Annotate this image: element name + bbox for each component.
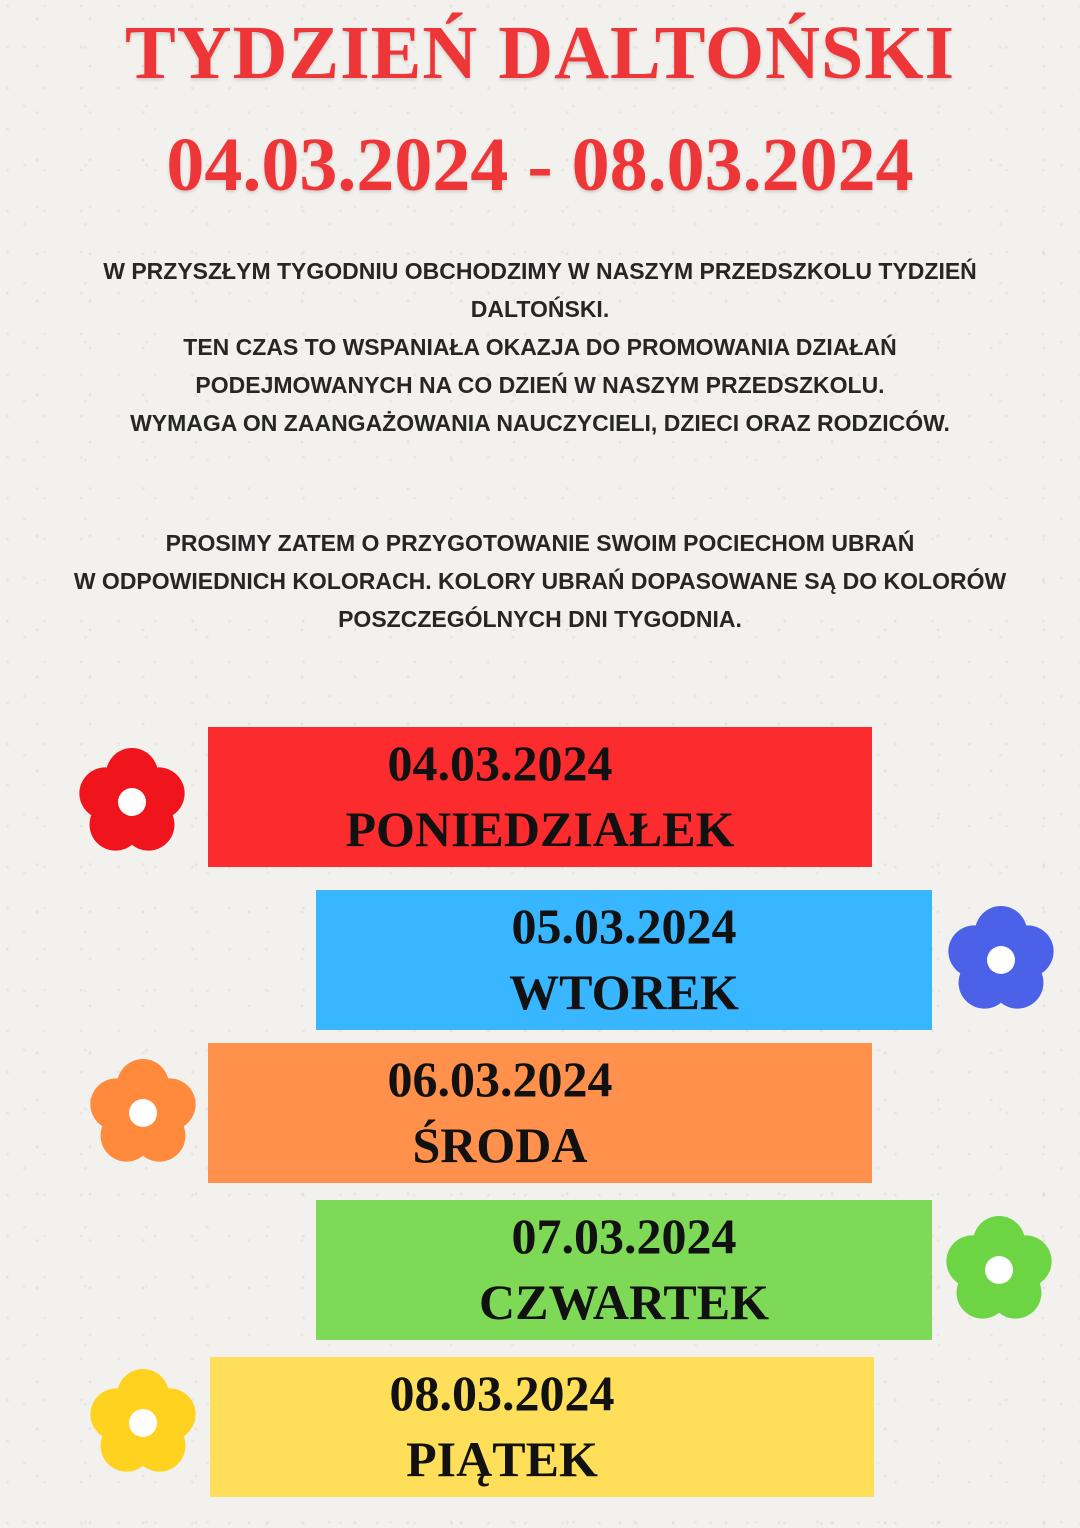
day-band-friday: [210, 1357, 874, 1497]
day-band-monday: [208, 727, 872, 867]
flower-icon: [944, 1215, 1054, 1325]
flower-center: [985, 1256, 1013, 1284]
day-name: CZWARTEK: [479, 1274, 769, 1330]
day-name: PONIEDZIAŁEK: [345, 801, 735, 857]
day-band-tuesday: [316, 890, 932, 1030]
flower-icon: [88, 1058, 198, 1168]
page-title: TYDZIEŃ DALTOŃSKI: [124, 11, 956, 95]
intro-paragraph: [0, 252, 1080, 442]
day-date: 05.03.2024: [511, 898, 737, 954]
request-line: POSZCZEGÓLNYCH DNI TYGODNIA.: [338, 606, 742, 632]
flower-icon: [77, 747, 187, 857]
day-name: WTOREK: [509, 964, 739, 1020]
intro-line: TEN CZAS TO WSPANIAŁA OKAZJA DO PROMOWANIA DZIAŁAŃ: [183, 334, 897, 360]
day-band-thursday: [316, 1200, 932, 1340]
flower-icon: [946, 905, 1056, 1015]
request-line: PROSIMY ZATEM O PRZYGOTOWANIE SWOIM POCIECHOM UBRAŃ: [165, 530, 915, 556]
day-name: ŚRODA: [412, 1117, 588, 1173]
intro-line: W PRZYSZŁYM TYGODNIU OBCHODZIMY W NASZYM PRZEDSZKOLU TYDZIEŃ: [103, 258, 977, 284]
flower-center: [129, 1409, 157, 1437]
day-date: 04.03.2024: [387, 735, 613, 791]
flower-center: [129, 1099, 157, 1127]
flower-center: [118, 788, 146, 816]
day-date: 07.03.2024: [511, 1208, 737, 1264]
intro-line: WYMAGA ON ZAANGAŻOWANIA NAUCZYCIELI, DZIECI ORAZ RODZICÓW.: [130, 410, 950, 436]
flower-icon: [88, 1368, 198, 1478]
day-date: 08.03.2024: [389, 1365, 615, 1421]
day-band-wednesday: [208, 1043, 872, 1183]
day-name: PIĄTEK: [406, 1431, 598, 1487]
flower-center: [987, 946, 1015, 974]
day-date: 06.03.2024: [387, 1051, 613, 1107]
request-paragraph: [0, 524, 1080, 638]
request-line: W ODPOWIEDNICH KOLORACH. KOLORY UBRAŃ DOPASOWANE SĄ DO KOLORÓW: [73, 568, 1007, 594]
intro-line: PODEJMOWANYCH NA CO DZIEŃ W NASZYM PRZEDSZKOLU.: [195, 372, 885, 398]
intro-line: DALTOŃSKI.: [470, 296, 610, 322]
date-range: 04.03.2024 - 08.03.2024: [166, 123, 914, 207]
